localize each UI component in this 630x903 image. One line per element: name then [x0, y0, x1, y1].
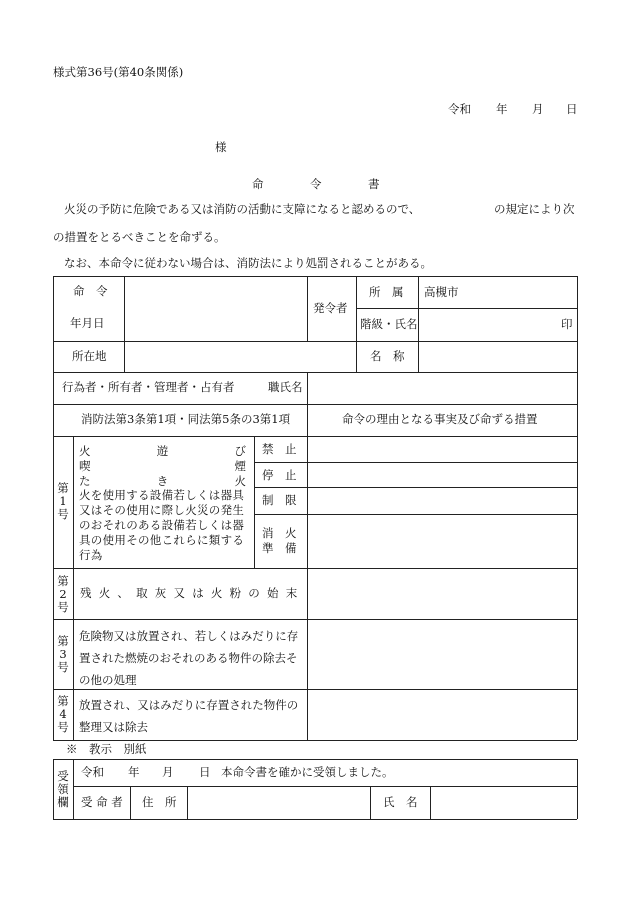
item3-number: 第3号: [57, 634, 69, 674]
date-day: 日: [566, 102, 578, 116]
seal-mark: 印: [561, 317, 573, 331]
item2-text: 残火、取灰又は火粉の始末: [80, 586, 305, 600]
affiliation-value: 高槻市: [424, 285, 459, 299]
affiliation-label: 所 属: [369, 285, 404, 299]
receipt-statement: 本命令書を確かに受領しました。: [221, 765, 394, 779]
receipt-label: 受領欄: [57, 769, 69, 809]
body-line-3: なお、本命令に従わない場合は、消防法により処罰されることがある。: [64, 256, 432, 270]
order-date-label-1: 命 令: [73, 284, 108, 298]
instruction-note: ※ 教示 別紙: [66, 742, 147, 756]
body-line-1a: 火災の予防に危険である又は消防の活動に支障になると認めるので、: [64, 202, 421, 216]
item3-text: 危険物又は放置され、若しくはみだりに存 置された燃焼のおそれのある物件の除去そ の他の処理: [79, 629, 299, 687]
order-date-label-2: 年月日: [70, 316, 105, 330]
addressee-suffix: 様: [215, 140, 227, 154]
item1-row-3: た き 火: [79, 474, 246, 488]
form-number: 様式第36号(第40条関係): [53, 65, 184, 79]
item4-number: 第4号: [57, 694, 69, 734]
body-line-1b: の規定により次: [494, 202, 575, 216]
address-label: 住 所: [142, 795, 177, 809]
action-prohibit: 禁 止: [262, 442, 297, 456]
action-prepare: 準 備: [262, 541, 297, 555]
date-era: 令和: [448, 102, 471, 116]
recipient-name-label: 氏 名: [383, 795, 418, 809]
item2-number: 第2号: [57, 574, 69, 614]
item4-text: 放置され、又はみだりに存置された物件の 整理又は除去: [79, 698, 299, 734]
item1-description: 火を使用する設備若しくは器具 又はその使用に際し火災の発生 のおそれのある設備若しくは器 具の使用その他これらに類する 行為: [79, 488, 245, 562]
title-char-3: 書: [368, 177, 380, 191]
item1-number: 第1号: [57, 481, 69, 521]
action-extinguish: 消 火: [262, 526, 297, 540]
receipt-year: 年: [128, 765, 140, 779]
date-month: 月: [532, 102, 544, 116]
action-stop: 停 止: [262, 468, 297, 482]
name-label: 名 称: [370, 349, 405, 363]
receipt-day: 日: [199, 765, 211, 779]
receipt-era: 令和: [81, 765, 104, 779]
reason-header: 命令の理由となる事実及び命ずる措置: [342, 412, 538, 426]
issuer-label: 発令者: [313, 301, 348, 315]
item1-row-2: 喫 煙: [79, 459, 246, 473]
recipient-label: 受 命 者: [81, 795, 123, 809]
title-char-2: 令: [310, 177, 322, 191]
item1-row-1: 火 遊 び: [79, 444, 246, 458]
receipt-month: 月: [162, 765, 174, 779]
action-restrict: 制 限: [262, 493, 297, 507]
job-name-label: 職氏名: [268, 380, 303, 394]
title-char-1: 命: [252, 177, 264, 191]
date-year: 年: [496, 102, 508, 116]
persons-label: 行為者・所有者・管理者・占有者: [62, 380, 235, 394]
body-line-2: の措置をとるべきことを命ずる。: [53, 230, 226, 244]
location-label: 所在地: [72, 349, 107, 363]
law-header: 消防法第3条第1項・同法第5条の3第1項: [81, 412, 291, 426]
rank-name-label: 階級・氏名: [360, 317, 418, 331]
